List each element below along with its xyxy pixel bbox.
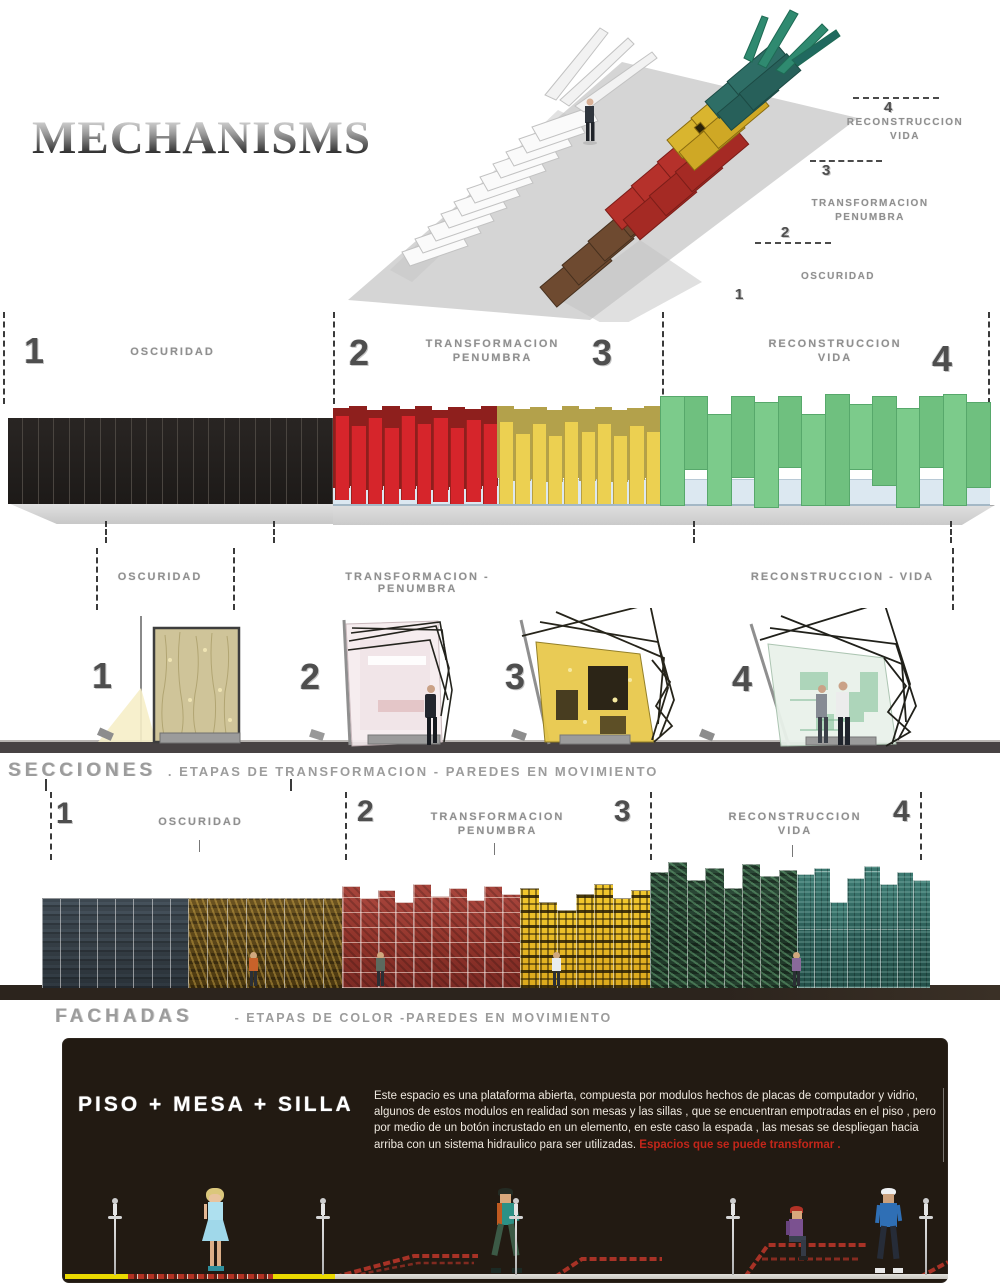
sword-part bbox=[316, 1216, 330, 1219]
black-panel bbox=[194, 418, 209, 504]
green-bar bbox=[754, 402, 779, 508]
green-spikes bbox=[744, 10, 840, 74]
fachadas-word: FACHADAS bbox=[55, 1006, 193, 1027]
green-bar bbox=[872, 396, 897, 486]
black-panel bbox=[116, 418, 131, 504]
facade-panel-bronze bbox=[246, 898, 265, 988]
facade-panel-redbrick bbox=[360, 898, 378, 988]
kid-part bbox=[786, 1221, 790, 1235]
facade-number-3: 3 bbox=[614, 795, 631, 828]
black-panel bbox=[101, 418, 116, 504]
yellow-bar bbox=[515, 434, 529, 504]
label-line: VIDA bbox=[817, 352, 853, 364]
label-line: TRANSFORMACION bbox=[425, 338, 560, 350]
fachadas-subtitle: - ETAPAS DE COLOR -PAREDES EN MOVIMIENTO bbox=[234, 1011, 613, 1025]
facade-panel-steel bbox=[170, 898, 188, 988]
green-bar bbox=[849, 404, 874, 470]
facade-panel-redbrick bbox=[449, 888, 467, 988]
pedestrian-part bbox=[792, 958, 801, 971]
red-bar bbox=[401, 416, 415, 500]
facade-panel-darkgreen bbox=[760, 876, 778, 988]
black-panel bbox=[147, 418, 162, 504]
plan-tick bbox=[693, 521, 695, 543]
sword-prop bbox=[918, 1193, 934, 1277]
facade-tick bbox=[792, 845, 793, 857]
secciones-subtitle: . ETAPAS DE TRANSFORMACION - PAREDES EN MOVIMIENTO bbox=[167, 764, 659, 779]
facade-panel-teal bbox=[847, 878, 864, 988]
pedestrian-part bbox=[797, 971, 800, 986]
piso-mesa-silla-title: PISO + MESA + SILLA bbox=[78, 1093, 354, 1116]
facade-panel-bronze bbox=[188, 898, 207, 988]
facade-panel-darkgreen bbox=[668, 862, 686, 988]
facade-panel-bronze bbox=[323, 898, 342, 988]
facade-panel-circuit bbox=[613, 898, 632, 988]
yellow-bar-back bbox=[579, 409, 596, 481]
callout-label-transformacion bbox=[805, 197, 935, 225]
section-number-3: 3 bbox=[505, 656, 526, 697]
phase-number-2: 2 bbox=[349, 332, 370, 373]
facade-panel-circuit bbox=[557, 910, 576, 988]
red-bar-back bbox=[464, 409, 481, 489]
sword-part bbox=[731, 1204, 735, 1215]
pedestrian-part bbox=[249, 958, 258, 971]
red-bar-back bbox=[481, 406, 498, 486]
green-bar bbox=[731, 396, 756, 478]
phase-number-4: 4 bbox=[932, 338, 953, 379]
black-panel bbox=[132, 418, 147, 504]
yellow-bar bbox=[629, 426, 643, 504]
facade-number-4: 4 bbox=[893, 795, 910, 828]
facade-panel-teal bbox=[814, 868, 831, 988]
label-line: VIDA bbox=[777, 825, 813, 837]
red-bar-back bbox=[366, 410, 383, 490]
facade-panel-redbrick bbox=[502, 894, 520, 988]
red-bar bbox=[368, 418, 382, 504]
phase-number-3: 3 bbox=[592, 332, 613, 373]
pedestrian bbox=[372, 952, 388, 986]
kid-part bbox=[877, 1226, 887, 1259]
label-line: TRANSFORMACION bbox=[811, 198, 929, 209]
label-line: RECONSTRUCCION bbox=[728, 811, 862, 823]
black-panel bbox=[39, 418, 54, 504]
facade-panel-steel bbox=[133, 898, 151, 988]
pedestrian-part bbox=[254, 971, 257, 986]
facade-panel-darkgreen bbox=[705, 868, 723, 988]
street-scene bbox=[62, 1038, 948, 1283]
yellow-bar bbox=[613, 436, 627, 504]
black-panel bbox=[225, 418, 240, 504]
facade-panel-teal bbox=[880, 884, 897, 988]
yellow-bar-back bbox=[627, 408, 644, 480]
pedestrian-part bbox=[553, 971, 556, 986]
callout-number-1: 1 bbox=[735, 286, 744, 303]
pedestrian-part bbox=[793, 971, 796, 986]
black-panel bbox=[178, 418, 193, 504]
callout-number-4: 4 bbox=[884, 99, 893, 116]
red-bar bbox=[433, 418, 447, 502]
phase-label-oscuridad: OSCURIDAD bbox=[130, 346, 215, 358]
facade-panel-bronze bbox=[207, 898, 226, 988]
pedestrian-part bbox=[377, 952, 384, 959]
paragraph-highlight: Espacios que se puede transformar . bbox=[639, 1138, 841, 1151]
facade-panel-steel bbox=[60, 898, 78, 988]
phase-label-reconstruccion bbox=[755, 337, 915, 365]
pedestrian-part bbox=[377, 971, 380, 986]
section-label-reconstruccion: RECONSTRUCCION - VIDA bbox=[750, 571, 935, 583]
kid-figure-girl bbox=[198, 1188, 232, 1274]
piso-mesa-silla-panel bbox=[62, 1038, 948, 1283]
facade-panel-teal bbox=[797, 874, 814, 988]
facade-panel-teal bbox=[864, 866, 881, 988]
yellow-bar bbox=[646, 432, 660, 504]
callout-number-2: 2 bbox=[781, 224, 790, 241]
facade-divider bbox=[650, 792, 652, 860]
page-title: MECHANISMS bbox=[32, 112, 372, 165]
facade-divider bbox=[50, 792, 52, 860]
black-panel bbox=[85, 418, 100, 504]
facade-panel-redbrick bbox=[467, 900, 485, 988]
label-line: RECONSTRUCCION bbox=[768, 338, 902, 350]
phase-divider bbox=[333, 312, 335, 404]
sword-prop bbox=[107, 1193, 123, 1277]
facade-tick bbox=[494, 843, 495, 855]
kid-figure-boy-blue bbox=[872, 1188, 906, 1274]
kid-part bbox=[799, 1256, 808, 1260]
black-panel bbox=[287, 418, 302, 504]
facade-panel-steel bbox=[97, 898, 115, 988]
sword-part bbox=[509, 1216, 523, 1219]
paragraph-body: Este espacio es una plataforma abierta, compuesta por modulos hechos de placas de computador y vidrio, algunos de estos modulos en realidad son mesas y las sillas , que se encuentran empotradas en el piso , pero por medio de un botón incrustado en un elemento, en este caso la espada , las mesas se despliegan hacia arriba con un sistema hidraulico para ser utilizadas. bbox=[374, 1090, 936, 1151]
facade-panel-redbrick bbox=[484, 886, 502, 988]
phase-divider bbox=[662, 312, 664, 404]
section-number-4: 4 bbox=[732, 658, 753, 699]
red-bar-back bbox=[349, 406, 366, 486]
yellow-bar bbox=[532, 424, 546, 504]
pedestrian-part bbox=[553, 952, 560, 959]
sword-part bbox=[113, 1204, 117, 1215]
black-panel bbox=[240, 418, 255, 504]
kid-figure-seated bbox=[783, 1206, 817, 1268]
sword-part bbox=[108, 1216, 122, 1219]
kid-part bbox=[491, 1223, 504, 1256]
heading-tick bbox=[290, 779, 292, 791]
plan-tick bbox=[105, 521, 107, 543]
facade-number-2: 2 bbox=[357, 795, 374, 828]
label-line: RECONSTRUCCION bbox=[846, 117, 964, 128]
callout-label-oscuridad: OSCURIDAD bbox=[800, 271, 876, 282]
facade-panel-teal bbox=[913, 880, 930, 988]
plan-tick bbox=[273, 521, 275, 543]
label-line: TRANSFORMACION bbox=[430, 811, 565, 823]
facade-panel-steel bbox=[152, 898, 170, 988]
phase-divider bbox=[988, 312, 990, 404]
facade-panel-bronze bbox=[304, 898, 323, 988]
facade-label-transformacion bbox=[420, 810, 575, 838]
red-bar-back bbox=[448, 407, 465, 487]
pedestrian-part bbox=[557, 971, 560, 986]
pedestrian bbox=[788, 952, 804, 986]
facade-panel-darkgreen bbox=[687, 880, 705, 988]
facade-panel-redbrick bbox=[431, 896, 449, 988]
label-line: PENUMBRA bbox=[452, 352, 533, 364]
section-label-oscuridad: OSCURIDAD bbox=[117, 571, 203, 583]
pedestrian-part bbox=[250, 971, 253, 986]
section-label-transformacion: TRANSFORMACION - PENUMBRA bbox=[345, 571, 490, 595]
facade-panel-darkgreen bbox=[742, 864, 760, 988]
yellow-bar bbox=[548, 436, 562, 504]
section-divider bbox=[233, 548, 235, 610]
facade-panel-circuit bbox=[520, 888, 539, 988]
facade-number-1: 1 bbox=[56, 797, 73, 830]
facade-label-oscuridad: OSCURIDAD bbox=[158, 816, 243, 828]
pedestrian-part bbox=[250, 952, 257, 959]
phase-divider bbox=[3, 312, 5, 404]
facade-divider bbox=[345, 792, 347, 860]
plan-base-left bbox=[8, 503, 333, 524]
facade-panel-bronze bbox=[265, 898, 284, 988]
phase-label-transformacion bbox=[415, 337, 570, 365]
red-bar bbox=[450, 428, 464, 504]
facade-panel-steel bbox=[79, 898, 97, 988]
black-panel bbox=[271, 418, 286, 504]
facade-panel-darkgreen bbox=[650, 872, 668, 988]
facade-ground bbox=[0, 985, 1000, 1000]
facade-divider bbox=[920, 792, 922, 860]
callout-number-3: 3 bbox=[822, 162, 831, 179]
facade-panel-bronze bbox=[227, 898, 246, 988]
facade-panel-steel bbox=[115, 898, 133, 988]
green-bar bbox=[943, 394, 968, 506]
plan-base-right bbox=[333, 505, 995, 525]
secciones-word: SECCIONES bbox=[8, 760, 156, 781]
section-2-drawing bbox=[309, 620, 452, 746]
kid-part bbox=[896, 1205, 902, 1221]
green-bar bbox=[660, 396, 685, 506]
facade-panel-redbrick bbox=[395, 902, 413, 988]
yellow-bar-back bbox=[530, 407, 547, 479]
callout-dash-4 bbox=[853, 97, 939, 99]
black-panel bbox=[54, 418, 69, 504]
black-panel bbox=[302, 418, 317, 504]
yellow-bar bbox=[597, 424, 611, 504]
kid-part bbox=[491, 1268, 501, 1273]
black-panel bbox=[209, 418, 224, 504]
green-bar bbox=[825, 394, 850, 506]
heading-tick bbox=[45, 779, 47, 791]
facade-panel-redbrick bbox=[413, 884, 431, 988]
facade-tick bbox=[199, 840, 200, 852]
red-bar bbox=[384, 428, 398, 504]
sword-part bbox=[924, 1204, 928, 1215]
kid-part bbox=[202, 1220, 229, 1241]
facade-panel-teal bbox=[897, 872, 914, 988]
yellow-bar-back bbox=[644, 406, 661, 478]
kid-part bbox=[893, 1268, 903, 1273]
section-divider bbox=[96, 548, 98, 610]
red-bar-back bbox=[333, 408, 350, 488]
red-bar-back bbox=[431, 410, 448, 490]
kid-part bbox=[204, 1204, 207, 1219]
pedestrian-part bbox=[376, 958, 385, 971]
pedestrian-part bbox=[552, 958, 561, 971]
plan-water-band bbox=[333, 479, 990, 506]
section-drawings bbox=[0, 608, 1000, 762]
kid-part bbox=[880, 1203, 897, 1227]
sword-part bbox=[321, 1204, 325, 1215]
sword-part bbox=[726, 1216, 740, 1219]
section-number-2: 2 bbox=[300, 656, 321, 697]
pedestrian-part bbox=[793, 952, 800, 959]
yellow-bar bbox=[499, 422, 513, 504]
callout-dash-2 bbox=[755, 242, 831, 244]
facade-panel-bronze bbox=[284, 898, 303, 988]
green-bar bbox=[896, 408, 921, 508]
red-bar bbox=[417, 424, 431, 504]
black-panel bbox=[256, 418, 271, 504]
plan-tick bbox=[950, 521, 952, 543]
floor-segment bbox=[335, 1274, 948, 1279]
kid-part bbox=[890, 1226, 899, 1259]
label-line: PENUMBRA bbox=[835, 212, 905, 223]
green-bar bbox=[684, 396, 709, 470]
red-bar bbox=[466, 420, 480, 502]
pedestrian-part bbox=[381, 971, 384, 986]
yellow-bar bbox=[564, 422, 578, 504]
green-bar bbox=[778, 396, 803, 468]
facade-panel-teal bbox=[830, 902, 847, 988]
kid-part bbox=[875, 1268, 885, 1273]
section-3-drawing bbox=[511, 608, 674, 744]
yellow-bar bbox=[581, 432, 595, 504]
yellow-bar-back bbox=[546, 410, 563, 482]
sword-part bbox=[514, 1204, 518, 1215]
facade-panel-circuit bbox=[539, 902, 558, 988]
facade-panel-steel bbox=[42, 898, 60, 988]
red-bar bbox=[351, 426, 365, 504]
red-bar-back bbox=[415, 406, 432, 486]
yellow-bar-back bbox=[595, 407, 612, 479]
black-panel bbox=[163, 418, 178, 504]
facade-label-reconstruccion bbox=[715, 810, 875, 838]
kid-part bbox=[217, 1241, 221, 1266]
callout-dash-3 bbox=[810, 160, 882, 162]
section-number-1: 1 bbox=[92, 655, 113, 696]
sword-prop bbox=[315, 1193, 331, 1277]
yellow-bar-back bbox=[562, 406, 579, 478]
facade-panel-darkgreen bbox=[724, 888, 742, 988]
facade-panel-circuit bbox=[576, 894, 595, 988]
callout-label-reconstruccion bbox=[843, 116, 967, 144]
green-bar bbox=[801, 414, 826, 506]
yellow-bar-back bbox=[611, 410, 628, 482]
black-panel bbox=[70, 418, 85, 504]
facade-panel-circuit bbox=[631, 890, 650, 988]
sword-prop bbox=[725, 1193, 741, 1277]
section-1-drawing bbox=[97, 616, 240, 743]
yellow-bar-back bbox=[513, 409, 530, 481]
facade-panel-darkgreen bbox=[779, 870, 797, 988]
green-bar bbox=[919, 396, 944, 468]
green-bar bbox=[707, 414, 732, 506]
red-bar-back bbox=[399, 409, 416, 489]
red-bar bbox=[335, 416, 349, 500]
fachadas-heading bbox=[55, 1006, 612, 1028]
kid-part bbox=[789, 1219, 803, 1237]
pedestrian bbox=[245, 952, 261, 986]
black-panel bbox=[8, 418, 23, 504]
black-panel bbox=[23, 418, 38, 504]
secciones-heading bbox=[8, 760, 658, 782]
facade-panel-redbrick bbox=[342, 886, 360, 988]
sword-part bbox=[919, 1216, 933, 1219]
kid-part bbox=[216, 1266, 224, 1271]
phase-number-1: 1 bbox=[24, 330, 45, 371]
sword-prop bbox=[508, 1193, 524, 1277]
red-bar-back bbox=[382, 406, 399, 486]
kid-part bbox=[208, 1202, 223, 1221]
kid-part bbox=[210, 1241, 214, 1266]
facade-panel-circuit bbox=[594, 884, 613, 988]
label-line: VIDA bbox=[890, 131, 920, 142]
yellow-bar-back bbox=[497, 406, 514, 478]
red-bar bbox=[483, 424, 497, 504]
black-panel bbox=[318, 418, 333, 504]
floor-segment bbox=[128, 1274, 273, 1279]
facade-panel-redbrick bbox=[378, 890, 396, 988]
pedestrian bbox=[548, 952, 564, 986]
kid-part bbox=[208, 1266, 216, 1271]
label-line: PENUMBRA bbox=[457, 825, 538, 837]
kid-part bbox=[497, 1203, 502, 1225]
green-bar bbox=[966, 402, 991, 488]
